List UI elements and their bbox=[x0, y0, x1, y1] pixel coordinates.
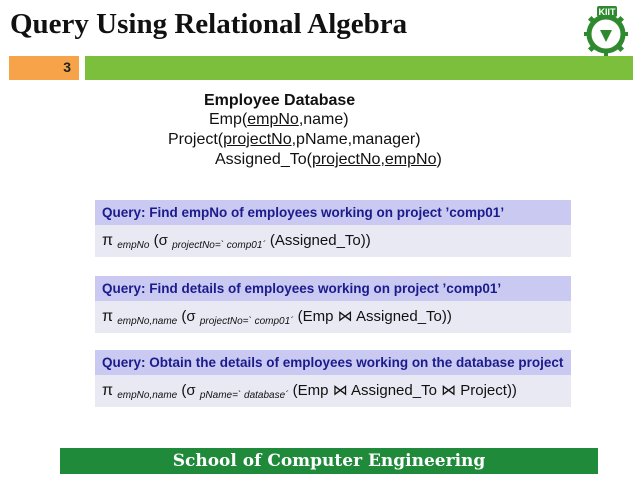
projection-attributes: empNo,name bbox=[117, 316, 178, 327]
query-expression bbox=[95, 375, 571, 407]
assigned-separator: , bbox=[380, 151, 385, 168]
emp-primary-key: empNo bbox=[247, 111, 299, 128]
footer-banner: School of Computer Engineering bbox=[60, 448, 598, 474]
query-header: Query: Obtain the details of employees working on the database project bbox=[95, 350, 571, 375]
schema-emp bbox=[209, 111, 349, 129]
relation-expression: (Emp ⋈ Assigned_To ⋈ Project)) bbox=[288, 382, 517, 399]
assigned-relation-name: Assigned_To( bbox=[215, 151, 312, 168]
query-header: Query: Find details of employees working on project ’comp01’ bbox=[95, 276, 571, 301]
projection-attributes: empNo,name bbox=[117, 390, 178, 401]
pi-symbol: π bbox=[102, 308, 114, 325]
kiit-logo bbox=[578, 4, 634, 56]
emp-relation-name: Emp( bbox=[209, 111, 248, 128]
selection-condition: pName=` database´ bbox=[199, 390, 289, 401]
query-expression bbox=[95, 225, 571, 257]
relation-expression: (Emp ⋈ Assigned_To)) bbox=[293, 308, 452, 325]
query-expression bbox=[95, 301, 571, 333]
schema-project bbox=[168, 131, 421, 149]
schema-heading: Employee Database bbox=[204, 92, 356, 109]
svg-text:KIIT: KIIT bbox=[598, 7, 616, 17]
query-box-2 bbox=[95, 276, 571, 333]
query-box-1 bbox=[95, 200, 571, 257]
header-bar bbox=[85, 56, 633, 80]
project-attributes: ,pName,manager) bbox=[291, 131, 421, 148]
slide-number: 3 bbox=[63, 59, 71, 75]
sigma-symbol: (σ bbox=[177, 308, 196, 325]
selection-condition: projectNo=` comp01´ bbox=[199, 316, 294, 327]
schema-assigned-to bbox=[215, 151, 442, 169]
assigned-key-projectno: projectNo bbox=[311, 151, 381, 168]
assigned-close: ) bbox=[436, 151, 442, 168]
slide-title: Query Using Relational Algebra bbox=[10, 8, 408, 40]
assigned-key-empno: empNo bbox=[384, 151, 437, 168]
projection-attributes: empNo bbox=[117, 240, 150, 251]
project-primary-key: projectNo bbox=[223, 131, 292, 148]
pi-symbol: π bbox=[102, 232, 114, 249]
emp-attributes: ,name) bbox=[298, 111, 349, 128]
query-box-3 bbox=[95, 350, 571, 407]
pi-symbol: π bbox=[102, 382, 114, 399]
sigma-symbol: (σ bbox=[149, 232, 168, 249]
query-header: Query: Find empNo of employees working on project ’comp01’ bbox=[95, 200, 571, 225]
project-relation-name: Project( bbox=[168, 131, 224, 148]
selection-condition: projectNo=` comp01´ bbox=[172, 240, 266, 251]
slide-number-box bbox=[9, 56, 79, 80]
sigma-symbol: (σ bbox=[177, 382, 196, 399]
relation-expression: (Assigned_To)) bbox=[265, 232, 371, 249]
